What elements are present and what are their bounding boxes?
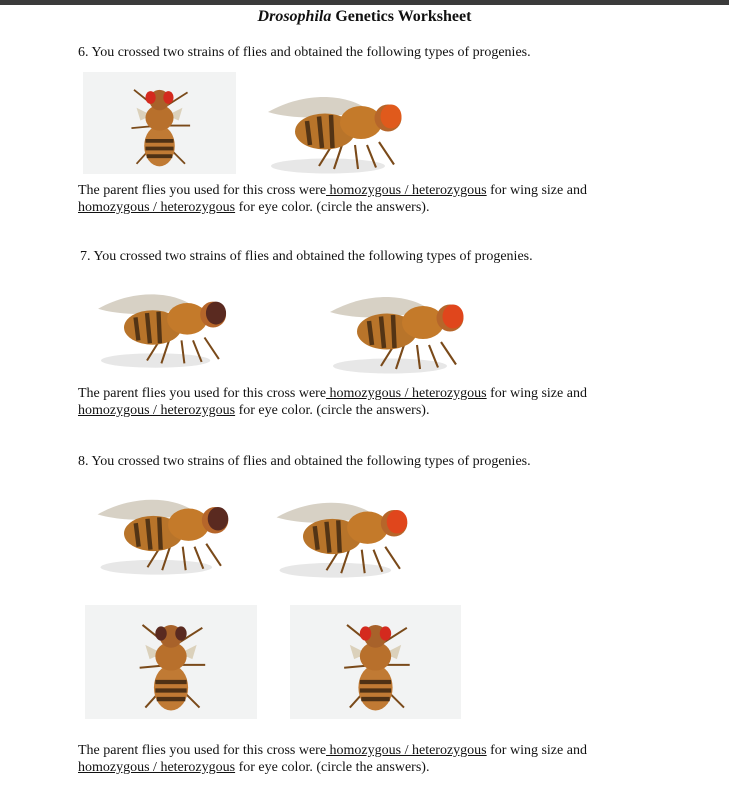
red-eyed-vestigial-wing-fly-photo: [290, 605, 461, 719]
white-eyed-normal-wing-fly-photo: [268, 80, 418, 180]
worksheet-title: Drosophila Genetics Worksheet: [257, 8, 472, 25]
dark-eyed-normal-wing-fly-photo: [86, 485, 256, 579]
question-8-answer: The parent flies you used for this cross were homozygous / heterozygous for wing size and homozygous / heterozygous for eye color. (circle the answers).: [78, 743, 587, 775]
top-bar: [0, 0, 729, 5]
question-8-prompt: 8. You crossed two strains of flies and obtained the following types of progenies.: [78, 454, 531, 469]
red-eyed-vestigial-wing-fly-photo: [83, 72, 236, 174]
dark-eyed-normal-wing-fly-photo: [86, 280, 254, 372]
wing-size-choice[interactable]: homozygous / heterozygous: [326, 386, 487, 401]
question-7-prompt: 7. You crossed two strains of flies and obtained the following types of progenies.: [80, 249, 533, 264]
wing-size-choice[interactable]: homozygous / heterozygous: [326, 743, 487, 758]
eye-color-choice[interactable]: homozygous / heterozygous: [78, 760, 236, 775]
red-eyed-normal-wing-fly-photo: [330, 282, 480, 378]
dark-eyed-vestigial-wing-fly-photo: [85, 605, 257, 719]
question-6-prompt: 6. You crossed two strains of flies and obtained the following types of progenies.: [78, 45, 531, 60]
question-6-answer: The parent flies you used for this cross were homozygous / heterozygous for wing size and homozygous / heterozygous for eye color. (circle the answers).: [78, 183, 587, 215]
wing-size-choice[interactable]: homozygous / heterozygous: [326, 183, 487, 198]
question-7-answer: The parent flies you used for this cross were homozygous / heterozygous for wing size and homozygous / heterozygous for eye color. (circle the answers).: [78, 386, 587, 418]
eye-color-choice[interactable]: homozygous / heterozygous: [78, 403, 236, 418]
red-eyed-normal-wing-fly-photo: [276, 488, 424, 582]
eye-color-choice[interactable]: homozygous / heterozygous: [78, 200, 236, 215]
